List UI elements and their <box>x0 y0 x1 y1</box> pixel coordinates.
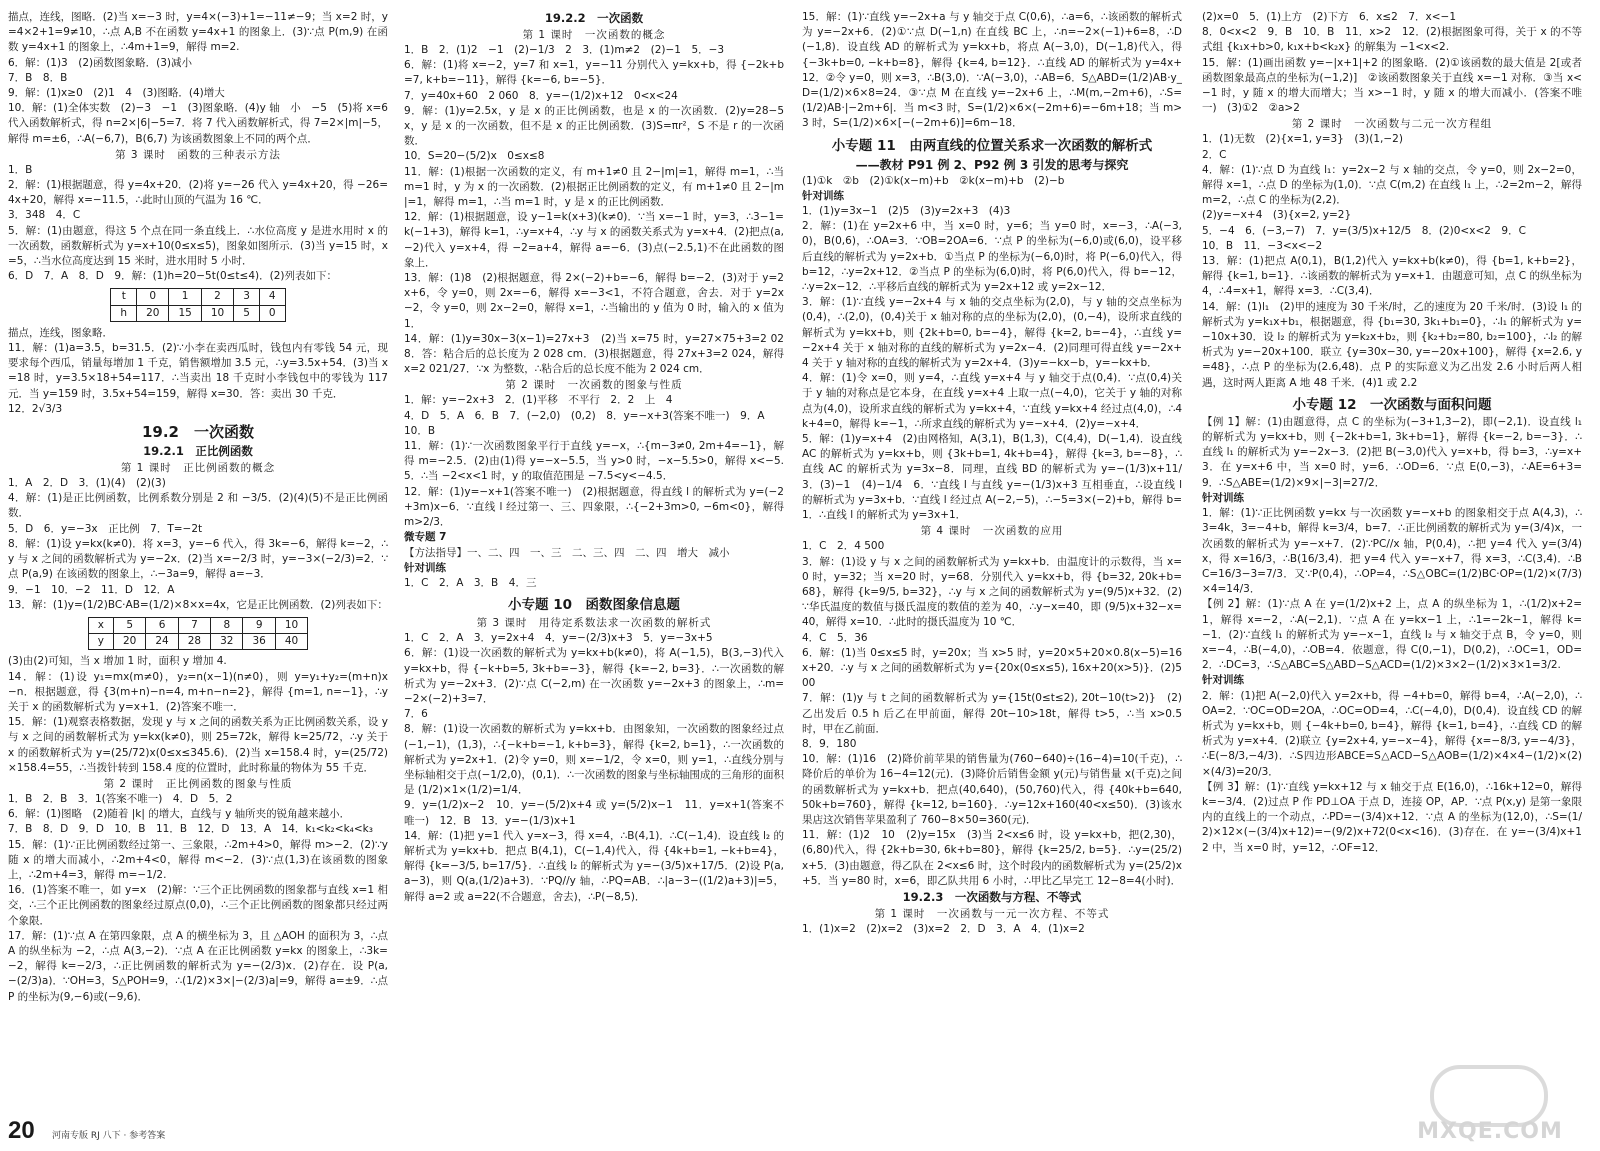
answer-paragraph: 4．D 5．A 6．B 7．(−2,0) (0,2) 8．y=−x+3(答案不唯一) 9．A <box>404 409 765 422</box>
answer-paragraph: 14．解：(1)设 y₁=mx(m≠0)，y₂=n(x−1)(n≠0)，则 y=y₁+y₂=(m+n)x−n．根据题意，得 {3(m+n)−n=4, m+n−n=2}，解得 {m=1, n=−1}，∴y 关于 x 的函数解析式为 y=x+1．(2)答案不唯一． <box>8 670 388 713</box>
column-4 <box>1202 10 1582 1115</box>
watermark-text: MXQE.COM <box>1417 1119 1563 1144</box>
answer-paragraph: 10．B <box>404 424 436 437</box>
answer-paragraph: 【例 2】解：(1)∵点 A 在 y=(1/2)x+2 上，点 A 的纵坐标为 1，∴(1/2)x+2=1，解得 x=−2，∴A(−2,1)．∵点 A 在 y=kx−1 上，∴1=−2k−1，解得 k=−1．(2)∵直线 l₁ 的解析式为 y=−x−1，直线 l₂ 与 x 轴交于点 B，令 y=0，则 x=−4，∴B(−4,0)，∴OB=4．依题意，得 C(0,−1)，D(0,2)，∴OC=1，OD=2．∴DC=3，∴S△ABC=S△ABD−S△ACD=(1/2)×3×2−(1/2)×3×1=3/2. <box>1202 598 1582 672</box>
answer-paragraph: 13．解：(1)y=(1/2)BC·AB=(1/2)×8×x=4x，它是正比例函数．(2)列表如下： <box>8 598 388 611</box>
answer-paragraph: 1．B <box>8 163 33 176</box>
subsection-title: 19.2.2 一次函数 <box>544 11 644 25</box>
answer-paragraph: 13．解：(1)8 (2)根据题意，得 2×(−2)+b=−6，解得 b=−2．(3)对于 y=2x+6，令 y=0，则 2x=−6，解得 x=−3<1，不符合题意，舍去．对于 y=2x−2，令 y=0，则 2x−2=0，解得 x=1，∴当输出的 y 值为 0 时，输入的 x 值为 1． <box>404 272 784 330</box>
lesson-title: 第 2 课时 正比例函数的图象与性质 <box>103 777 293 790</box>
answer-paragraph: 【例 1】解：(1)由题意得，点 C 的坐标为(−3+1,3−2)，即(−2,1)．设直线 l₁ 的解析式为 y=kx+b，则 {−2k+b=1, 3k+b=1}，解得 {k=−2, b=−3}．∴直线 l₁ 的解析式为 y=−2x−3．(2)把 B(−3,0)代入 y=x+b，得 b=3，∴y=x+3．在 y=x+6 中，当 x=0 时，y=6．∴OD=6．∵点 E(0,−3)，∴AE=6+3=9．∴S△ABE=(1/2)×9×|−3|=27/2． <box>1202 415 1582 489</box>
subsection-title: 19.2.3 一次函数与方程、不等式 <box>902 889 1082 904</box>
table-cell: 32 <box>211 634 243 650</box>
watermark-logo <box>1410 1065 1570 1147</box>
answer-paragraph: 10．解：(1)16 (2)降价前苹果的销售量为(760−640)÷(16−4)=10(千克)，∴降价后的单价为 16−4=12(元)．(3)降价后销售金额 y(元)与销售量 x(千克)之间的函数解析式为 y=kx+b．把点(40,640)，(50,760)代入，得 {40k+b=640, 50k+b=760}，解得 {k=12, b=160}．∴y=12x+160(40<x≤50)．(3)该水果店这次销售苹果盈利了 760−8×50=360(元)． <box>802 753 1182 826</box>
answer-paragraph: 6．解：(1)当 0≤x≤5 时，y=20x；当 x>5 时，y=20×5+20×0.8(x−5)=16x+20．∴y 与 x 之间的函数解析式为 y={20x(0≤x≤5), 16x+20(x>5)}．(2)500 <box>802 646 1182 690</box>
answer-paragraph: 11．解：(1)根据一次函数的定义，有 m+1≠0 且 2−|m|=1，解得 m=1，∴当 m=1 时，y 为 x 的一次函数．(2)根据正比例函数的定义，有 m+1≠0 且 2−|m|=1，解得 m=1，∴当 m=1 时，y 是 x 的正比例函数． <box>404 165 784 209</box>
answer-paragraph: 1．C 2．4 500 <box>802 540 885 553</box>
answer-paragraph: 11．解：(1)2 10 (2)y=15x (3)当 2<x≤6 时，设 y=kx+b，把(2,30)，(6,80)代入，得 {2k+b=30, 6k+b=80}，解得 {k=25/2, b=5}．∴y=(25/2)x+5．(3)由题意，得乙队在 2<x≤6 时，这个时段内的函数解析式为 y=(25/2)x+5．当 y=80 时，x=6，即乙队共用 6 小时，∴甲比乙早完工 12−8=4(小时)． <box>802 829 1182 887</box>
answer-paragraph: 14．解：(1)l₁ (2)甲的速度为 30 千米/时，乙的速度为 20 千米/时．(3)设 l₁ 的解析式为 y=k₁x+b₁，根据题意，得 {b₁=30, 3k₁+b₁=0}，∴l₁ 的解析式为 y=−10x+30．设 l₂ 的解析式为 y=k₂x+b₂，则 {k₂+b₂=80, b₂=100}，∴l₂ 的解析式为 y=−20x+100．联立 {y=30x−30, y=−20x+100}，解得 {x=2.6, y=48}，∴点 P 的坐标为(2.6,48)．点 P 的实际意义为乙出发 2.6 小时后两人相遇，这时两人距离 A 地 48 千米．(4)1 或 2.2 <box>1202 300 1582 389</box>
answer-paragraph: 14．解：(1)y=30x−3(x−1)=27x+3 (2)当 x=75 时，y=27×75+3=2 028．答：粘合后的总长度为 2 028 cm．(3)根据题意，得 27x+3=2 024，解得 x=2 021/27．∵x 为整数，∴粘合后的总长度不能为 2 024 cm． <box>404 332 784 376</box>
answer-paragraph: 7．B 8．B <box>8 71 68 84</box>
table-cell: 2 <box>201 289 233 305</box>
answer-paragraph: 10．解：(1)全体实数 (2)−3 −1 (3)图象略．(4)y 轴 小 −5 (5)将 x=6 代入函数解析式，得 n=2×|6|−5=7．将 7 代入函数解析式，得 7=2×|m|−5，解得 m=±6，∴A(−6,7)，B(6,7) 为该函数图象上不同的两个点． <box>8 102 388 145</box>
answer-paragraph: (2)y=−x+4 (3){x=2, y=2} <box>1202 209 1352 222</box>
lesson-title: 第 3 课时 用待定系数法求一次函数的解析式 <box>476 617 712 630</box>
answer-paragraph: 5．解：(1)由题意，得这 5 个点在同一条直线上．∴水位高度 y 是进水用时 x 的一次函数，函数解析式为 y=x+10(0≤x≤5)，图象如图所示．(3)当 y=15 时，x=5，∴当水位高度达到 15 米时，进水用时 5 小时． <box>8 224 388 268</box>
lesson-title: 第 4 课时 一次函数的应用 <box>920 525 1064 538</box>
answer-paragraph: 2．解：(1)根据题意，得 y=4x+20．(2)将 y=−26 代入 y=4x+20，得 −26=4x+20，解得 x=−11.5，∴此时山顶的气温为 16 ℃． <box>8 179 388 207</box>
table-row <box>111 305 285 321</box>
lesson-title: 第 1 课时 一次函数的概念 <box>522 29 666 41</box>
table-cell: 36 <box>243 634 275 650</box>
table-cell: 10 <box>275 617 307 633</box>
answer-paragraph: (2)x=0 5．(1)上方 (2)下方 6．x≤2 7．x<−1 <box>1202 11 1457 23</box>
column-1 <box>8 10 388 1115</box>
answer-paragraph: 1．(1)无数 (2){x=1, y=3} (3)(1,−2) <box>1202 133 1403 146</box>
answer-paragraph: 5．D 6．y=−3x 正比例 7．T=−2t <box>8 522 203 535</box>
value-table-x-y <box>88 617 308 650</box>
table-cell: 40 <box>275 634 307 650</box>
answer-paragraph: 【例 3】解：(1)∵直线 y=kx+12 与 x 轴交于点 E(16,0)，∴16k+12=0，解得 k=−3/4．(2)过点 P 作 PD⊥OA 于点 D，连接 OP，AP．∵点 P(x,y) 是第一象限内的直线上的一个动点，∴PD=−(3/4)x+12．∵点 A 的坐标为(12,0)，∴S=(1/2)×12×(−(3/4)x+12)=−(9/2)x+72(0<x<16)．(3)存在．在 y=−(3/4)x+12 中，当 x=0 时，y=12，∴OF=12． <box>1202 780 1582 854</box>
answer-paragraph: 8．9．180 <box>802 737 857 750</box>
lesson-title: 第 2 课时 一次函数的图象与性质 <box>505 379 683 392</box>
practice-label: 针对训练 <box>404 561 446 574</box>
value-table-t-h <box>110 288 285 321</box>
table-row <box>88 617 307 633</box>
table-cell: x <box>88 617 113 633</box>
table-cell: 8 <box>211 617 243 633</box>
table-cell: y <box>88 634 113 650</box>
topic-title: 小专题 11 由两直线的位置关系求一次函数的解析式 <box>831 137 1153 154</box>
answer-paragraph: 1．C 2．A 3．y=2x+4 4．y=−(2/3)x+3 5．y=−3x+5 <box>404 632 713 645</box>
table-cell: 28 <box>178 634 210 650</box>
answer-paragraph: 9．解：(1)y=2.5x，y 是 x 的正比例函数，也是 x 的一次函数．(2)y=28−5x，y 是 x 的一次函数，但不是 x 的正比例函数．(3)S=πr²，S 不是 r 的一次函数． <box>404 104 784 148</box>
answer-paragraph: 11．解：(1)∵一次函数图象平行于直线 y=−x，∴{m−3≠0, 2m+4=−1}，解得 m=−2.5．(2)由(1)得 y=−x−5.5，当 y>0 时，−x−5.5>0，解得 x<−5.5．∴当 −2<x<1 时，y 的取值范围是 −7.5<y<−4.5． <box>404 440 784 483</box>
watermark-circle-icon <box>1430 1065 1548 1127</box>
answer-paragraph: 15．解：(1)观察表格数据，发现 y 与 x 之间的函数关系为正比例函数关系，设 y 与 x 之间的函数解析式为 y=kx(k≠0)，则 25=72k，解得 k=25/72，∴y 关于 x 的函数解析式为 y=(25/72)x(0≤x≤345.6)．(2)当 x=158.4 时，y=(25/72)×158.4=55，∴当拨针转到 158.4 度的位置时，此时称量的物体为 55 千克． <box>8 716 388 774</box>
answer-paragraph: 17．解：(1)∵点 A 在第四象限，点 A 的横坐标为 3，且 △AOH 的面积为 3，∴点 A 的纵坐标为 −2，∴点 A(3,−2)．∵点 A 在正比例函数 y=kx 的图象上，∴3k=−2，解得 k=−2/3，∴正比例函数的解析式为 y=−(2/3)x．(2)存在．设 P(a,−(2/3)a)．∵OH=3，S△POH=9，∴(1/2)×3×|−(2/3)a|=9，解得 a=±9．∴点 P 的坐标为(9,−6)或(−9,6)． <box>8 929 388 1003</box>
answer-paragraph: 10．S=20−(5/2)x 0≤x≤8 <box>404 150 545 163</box>
answer-paragraph: 8．解：(1)设 y=kx(k≠0)．将 x=3，y=−6 代入，得 3k=−6，解得 k=−2，∴y 与 x 之间的函数解析式为 y=−2x．(2)当 x=−2/3 时，y=−3×(−2/3)=2．∵点 P(a,9) 在该函数的图象上，∴−3a=9，解得 a=−3． <box>8 537 388 581</box>
answer-paragraph: 1．(1)x=2 (2)x=2 (3)x=2 2．D 3．A 4．(1)x=2 <box>802 922 1085 935</box>
answer-paragraph: 11．解：(1)a=3.5，b=31.5．(2)∵小李在卖西瓜时，钱包内有零钱 54 元，现要求每个西瓜，销量每增加 1 千克，销售额增加 3.5 元，∴y=3.5x+54．(3)当 x=18 时，y=3.5×18+54=117．∴当卖出 18 千克时小李钱包中的零钱为 117 元．当 y=159 时，3.5x+54=159，解得 x=30．答：卖出 30 千克． <box>8 342 388 400</box>
table-cell: 5 <box>113 617 145 633</box>
answer-paragraph: 1．B 2．B 3．1(答案不唯一) 4．D 5．2 <box>8 792 233 805</box>
answer-paragraph: 8．解：(1)设一次函数的解析式为 y=kx+b．由图象知，一次函数的图象经过点(−1,−1)，(1,3)，∴{−k+b=−1, k+b=3}，解得 {k=2, b=1}，∴一次函数的解析式为 y=2x+1．(2)令 y=0，则 x=−1/2，令 x=0，则 y=1，∴直线分别与坐标轴相交于点(−1/2,0)，(0,1)．∴一次函数的图象与坐标轴围成的三角形的面积是 (1/2)×1×(1/2)=1/4． <box>404 723 784 797</box>
lesson-title: 第 2 课时 一次函数与二元一次方程组 <box>1291 118 1493 131</box>
table-row <box>88 634 307 650</box>
answer-paragraph: 7．解：(1)y 与 t 之间的函数解析式为 y={15t(0≤t≤2), 20t−10(t>2)} (2)乙出发后 0.5 h 后乙在甲前面，解得 20t−10>18t，解得 t>5，∴当 x>0.5 时，甲在乙前面． <box>802 692 1182 735</box>
answer-paragraph: 1．解：(1)∵正比例函数 y=kx 与一次函数 y=−x+b 的图象相交于点 A(4,3)，∴3=4k，3=−4+b，解得 k=3/4，b=7．∴正比例函数的解析式为 y=(3/4)x，一次函数的解析式为 y=−x+7．(2)∵PC//x 轴，P(0,4)，∴把 y=4 代入 y=(3/4)x，得 x=16/3，∴B(16/3,4)．把 y=4 代入 y=−x+7，得 x=3，∴C(3,4)．∴BC=16/3−3=7/3．又∵P(0,4)，∴OP=4，∴S△OBC=(1/2)BC·OP=(1/2)×(7/3)×4=14/3． <box>1202 507 1582 596</box>
table-cell: 20 <box>113 634 145 650</box>
answer-paragraph: 7．6 <box>404 708 428 721</box>
answer-paragraph: 12．解：(1)y=−x+1(答案不唯一) (2)根据题意，得直线 l 的解析式为 y=(−2+3m)x−6．∵直线 l 经过第一、三、四象限，∴{−2+3m>0, −6m<0}，解得 m>2/3． <box>404 485 784 529</box>
lesson-title: 第 1 课时 一次函数与一元一次方程、不等式 <box>874 907 1110 920</box>
answer-paragraph: 2．解：(1)把 A(−2,0)代入 y=2x+b，得 −4+b=0，解得 b=4，∴A(−2,0)，∴OA=2．∵OC=OD=2OA，∴OC=OD=4，∴C(−4,0)，D(0,4)．设直线 CD 的解析式为 y=kx+b，则 {−4k+b=0, b=4}，解得 {k=1, b=4}，∴直线 CD 的解析式为 y=x+4．(2)联立 {y=2x+4, y=−x−4}，解得 {x=−8/3, y=−4/3}，∴E(−8/3,−4/3)．∴S四边形ABCE=S△ACD−S△AOB=(1/2)×4×4−(1/2)×(2)×(4/3)=20/3． <box>1202 689 1582 778</box>
section-title: 19.2 一次函数 <box>141 423 254 442</box>
subsection-title: 19.2.1 正比例函数 <box>143 444 253 459</box>
column-2 <box>404 10 784 1115</box>
topic-title: 小专题 10 函数图象信息题 <box>508 597 680 614</box>
table-cell: 9 <box>243 617 275 633</box>
table-cell: t <box>111 289 137 305</box>
answer-paragraph: 2．C <box>1202 148 1227 161</box>
lesson-title: 第 3 课时 函数的三种表示方法 <box>115 148 281 161</box>
table-cell: 15 <box>169 305 201 321</box>
answer-paragraph: 3．解：(1)设 y 与 x 之间的函数解析式为 y=kx+b．由温度计的示数得，当 x=0 时，y=32；当 x=20 时，y=68．分别代入 y=kx+b，得 {b=32, 20k+b=68}，解得 {k=9/5, b=32}，∴y 与 x 之间的函数解析式为 y=(9/5)x+32．(2)∵华氏温度的数值与摄氏温度的数值的差为 40，∴y−x=40，即 (9/5)x+32−x=40，解得 x=10．∴此时的摄氏温度为 10 ℃． <box>802 555 1182 629</box>
answer-paragraph: 9．y=(1/2)x−2 10．y=−(5/2)x+4 或 y=(5/2)x−1 11．y=x+1(答案不唯一) 12．B 13．y=−(1/3)x+1 <box>404 799 784 827</box>
answer-paragraph: (1)①k ②b (2)①k(x−m)+b ②k(x−m)+b (2)−b <box>802 174 1065 187</box>
table-cell: 10 <box>201 305 233 321</box>
answer-paragraph: 1．解：y=−2x+3 2．(1)平移 不平行 2．2 上 4 <box>404 394 673 407</box>
answer-paragraph: 6．解：(1)图略 (2)随着 |k| 的增大，直线与 y 轴所夹的锐角越来越小． <box>8 808 351 821</box>
answer-paragraph: 【方法指导】一、二、四 一、三 二、三、四 二、四 增大 减小 <box>404 546 730 559</box>
practice-label: 针对训练 <box>1202 674 1244 687</box>
answer-paragraph: 16．(1)答案不唯一，如 y=x (2)解：∵三个正比例函数的图象都与直线 x=1 相交，∴三个正比例函数的图象经过原点(0,0)，∴三个正比例函数的图象都只经过两个象限． <box>8 884 388 927</box>
answer-paragraph: 4．解：(1)是正比例函数，比例系数分别是 2 和 −3/5．(2)(4)(5)不是正比例函数． <box>8 492 388 520</box>
answer-paragraph: 2．解：(1)在 y=2x+6 中，当 x=0 时，y=6；当 y=0 时，x=−3，∴A(−3,0)，B(0,6)，∴OA=3．∵OB=2OA=6．∵点 P 的坐标为(−6,0)或(6,0)，设平移后直线的解析式为 y=2x+b．①当点 P 的坐标为(−6,0)时，将 P(−6,0)代入，得 b=12，∴y=2x+12．②当点 P 的坐标为(6,0)时，将 P(6,0)代入，得 b=−12，∴y=2x−12．∴平移后直线的解析式为 y=2x+12 或 y=2x−12． <box>802 220 1182 294</box>
answer-paragraph: 15．解：(1)∵正比例函数经过第一、三象限，∴2m+4>0，解得 m>−2．(2)∵y 随 x 的增大而减小，∴2m+4<0，解得 m<−2．(3)∵点(1,3)在该函数的图象上，∴2m+4=3，解得 m=−1/2. <box>8 838 388 881</box>
table-cell: 6 <box>146 617 178 633</box>
answer-paragraph: 5．−4 6．(−3,−7) 7．y=(3/5)x+12/5 8．(2)0<x<2 9．C <box>1202 224 1526 237</box>
answer-paragraph: 4．C 5．36 <box>802 631 868 644</box>
micro-topic-label: 微专题 7 <box>404 531 447 544</box>
answer-paragraph: 1．(1)y=3x−1 (2)5 (3)y=2x+3 (4)3 <box>802 205 1011 218</box>
table-cell: 0 <box>259 305 285 321</box>
footer-note: 河南专版 RJ 八下 · 参考答案 <box>52 1131 166 1141</box>
topic-subtitle: ——教材 P91 例 2、P92 例 3 引发的思考与探究 <box>855 157 1129 172</box>
table-cell: 20 <box>137 305 169 321</box>
answer-paragraph: 1．A 2．D 3．(1)(4) (2)(3) <box>8 477 166 490</box>
answer-paragraph: 4．解：(1)令 x=0，则 y=4，∴直线 y=x+4 与 y 轴交于点(0,4)．∵点(0,4)关于 y 轴的对称点是它本身，在直线 y=x+4 上取一点(−4,0)，它关于 y 轴的对称点为(4,0)，设所求直线的解析式为 y=kx+4，∵直线 y=kx+4 经过点(4,0)，∴4k+4=0，解得 k=−1，∴所求直线的解析式为 y=−x+4．(2)y=−x+4． <box>802 372 1182 430</box>
answer-paragraph: 5．解：(1)y=x+4 (2)由网格知，A(3,1)，B(1,3)，C(4,4)，D(−1,4)．设直线 AC 的解析式为 y=kx+b，则 {3k+b=1, 4k+b=4}，解得 {k=3, b=−8}，∴直线 AC 的解析式为 y=3x−8．同理，直线 BD 的解析式为 y=−(1/3)x+11/3．(3)−1 (4)−1/4 6．∵直线 l 与直线 y=−(1/3)x+3 互相垂直，∴设直线 l 的解析式为 y=3x+b．∵直线 l 经过点 A(−2,−5)，∴−5=3×(−2)+b，解得 b=1．∴直线 l 的解析式为 y=3x+1． <box>802 433 1182 522</box>
practice-label: 针对训练 <box>1202 491 1244 504</box>
answer-paragraph: 13．解：(1)把点 A(0,1)，B(1,2)代入 y=kx+b(k≠0)，得 {b=1, k+b=2}，解得 {k=1, b=1}．∴该函数的解析式为 y=x+1．由题意可知，点 C 的纵坐标为 4，∴4=x+1，解得 x=3．∴C(3,4)． <box>1202 255 1582 298</box>
table-cell: 7 <box>178 617 210 633</box>
answer-paragraph: 4．解：(1)∵点 D 为直线 l₁：y=2x−2 与 x 轴的交点，令 y=0，则 2x−2=0，解得 x=1，∴点 D 的坐标为(1,0)．∵点 C(m,2) 在直线 l₁ 上，∴2=2m−2，解得 m=2，∴点 C 的坐标为(2,2)． <box>1202 163 1582 207</box>
answer-paragraph: 6．解：(1)设一次函数的解析式为 y=kx+b(k≠0)，将 A(−1,5)，B(3,−3)代入 y=kx+b，得 {−k+b=5, 3k+b=−3}，解得 {k=−2, b=3}．∴一次函数的解析式为 y=−2x+3．(2)∵点 C(−2,m) 在一次函数 y=−2x+3 的图象上，∴m=−2×(−2)+3=7． <box>404 647 784 705</box>
answer-paragraph: 3．解：(1)∵直线 y=−2x+4 与 x 轴的交点坐标为(2,0)，与 y 轴的交点坐标为(0,4)，∴(2,0)，(0,4)关于 x 轴对称的点的坐标为(2,0)，(0,−4)，设所求直线的解析式为 y=kx+b，则 {2k+b=0, b=−4}，解得 {k=2, b=−4}，∴直线 y=−2x+4 关于 x 轴对称的直线的解析式为 y=2x−4．(2)同理可得直线 y=−2x+4 关于 y 轴对称的直线的解析式为 y=2x+4．(3)y=−kx−b，y=−kx+b． <box>802 296 1182 370</box>
answer-paragraph: 14．解：(1)把 y=1 代入 y=x−3，得 x=4，∴B(4,1)．∴C(−1,4)．设直线 l₂ 的解析式为 y=kx+b．把点 B(4,1)，C(−1,4)代入，得 {4k+b=1, −k+b=4}，解得 {k=−3/5, b=17/5}．∴直线 l₂ 的解析式为 y=−(3/5)x+17/5．(2)设 P(a,a−3)，则 Q(a,(1/2)a+3)．∵PQ//y 轴，∴PQ=AB．∴|a−3−((1/2)a+3)|=5，解得 a=2 或 a=22(不合题意，舍去)，∴P(−8,5)． <box>404 829 784 903</box>
answer-paragraph: 9．−1 10．−2 11．D 12．A <box>8 583 175 596</box>
answer-paragraph: 3．348 4．C <box>8 209 81 222</box>
answer-paragraph: 9．解：(1)x≥0 (2)1 4 (3)图略．(4)增大 <box>8 87 225 100</box>
topic-title: 小专题 12 一次函数与面积问题 <box>1292 396 1492 413</box>
answer-paragraph: 描点，连线，图略．(2)当 x=−3 时，y=4×(−3)+1=−11≠−9；当 x=2 时，y=4×2+1=9≠10，∴点 A,B 不在函数 y=4x+1 的图象上．(3)∵点 P(m,9) 在函数 y=4x+1 的图象上，∴4m+1=9，解得 m=2. <box>8 11 388 54</box>
answer-paragraph: 10．B 11．−3<x<−2 <box>1202 239 1323 252</box>
practice-label: 针对训练 <box>802 189 844 202</box>
table-cell: 4 <box>259 289 285 305</box>
answer-paragraph: 1．C 2．A 3．B 4．三 <box>404 576 537 589</box>
answer-paragraph: 7．B 8．D 9．D 10．B 11．B 12．D 13．A 14．k₁<k₂<k₄<k₃ <box>8 823 373 836</box>
column-3 <box>802 10 1182 1115</box>
page-number: 20 <box>8 1117 35 1144</box>
answer-paragraph: 15．解：(1)画出函数 y=−|x+1|+2 的图象略．(2)①该函数的最大值是 2[或者函数图象最高点的坐标为(−1,2)] ②该函数图象关于直线 x=−1 对称．③当 x<−1 时，y 随 x 的增大而增大；当 x>−1 时，y 随 x 的增大而减小．(答案不唯一) (3)①2 ②a>2 <box>1202 56 1582 115</box>
answer-paragraph: 12．解：(1)根据题意，设 y−1=k(x+3)(k≠0)．∵当 x=−1 时，y=3，∴3−1=k(−1+3)，解得 k=1，∴y=x+4，∴y 与 x 的函数关系式为 y=x+4．(2)把点(a,−2)代入 y=x+4，得 −2=a+4，解得 a=−6．(3)点(−2.5,1)不在此函数的图象上． <box>404 211 784 269</box>
answer-paragraph: 8．0<x<2 9．B 10．B 11．x>2 12．(2)根据图象可得，关于 x 的不等式组 {k₁x+b>0, k₁x+b<k₂x} 的解集为 −1<x<2. <box>1202 26 1582 54</box>
answer-paragraph: 7．y=40x+60 2 060 8．y=−(1/2)x+12 0<x<24 <box>404 89 678 102</box>
table-cell: 3 <box>234 289 260 305</box>
answer-paragraph: 1．B 2．(1)2 −1 (2)−1/3 2 3．(1)m≠2 (2)−1 5．−3 <box>404 44 725 56</box>
answer-paragraph: 描点，连线，图象略． <box>8 326 113 339</box>
table-cell: 24 <box>146 634 178 650</box>
table-cell: 0 <box>137 289 169 305</box>
table-cell: h <box>111 305 137 321</box>
table-row <box>111 289 285 305</box>
answer-paragraph: (3)由(2)可知，当 x 增加 1 时，面积 y 增加 4. <box>8 655 227 668</box>
lesson-title: 第 1 课时 正比例函数的概念 <box>120 462 276 475</box>
answer-paragraph: 6．D 7．A 8．D 9．解：(1)h=20−5t(0≤t≤4)．(2)列表如下： <box>8 270 337 283</box>
answer-paragraph: 15．解：(1)∵直线 y=−2x+a 与 y 轴交于点 C(0,6)，∴a=6，∴该函数的解析式为 y=−2x+6．(2)①∵点 D(−1,n) 在直线 BC 上，∴n=−2×(−1)+6=8，∴D(−1,8)．设直线 AD 的解析式为 y=kx+b，将点 A(−3,0)，D(−1,8)代入，得 {−3k+b=0, −k+b=8}，解得 {k=4, b=12}．∴直线 AD 的解析式为 y=4x+12．②令 y=0，则 x=3，∴B(3,0)．∵A(−3,0)，∴AB=6．S△ABD=(1/2)AB·y_D=(1/2)×6×8=24．③∵点 M 在直线 y=−2x+6 上，∴M(m,−2m+6)，∴S=(1/2)AB·|−2m+6|．当 m<3 时，S=(1/2)×6×(−2m+6)=−6m+18；当 m>3 时，S=(1/2)×6×[−(−2m+6)]=6m−18． <box>802 11 1182 130</box>
answer-paragraph: 12．2√3/3 <box>8 402 63 415</box>
answer-paragraph: 6．解：(1)3 (2)函数图象略．(3)减小 <box>8 56 192 69</box>
table-cell: 1 <box>169 289 201 305</box>
answer-paragraph: 6．解：(1)将 x=−2，y=7 和 x=1，y=−11 分别代入 y=kx+b，得 {−2k+b=7, k+b=−11}，解得 {k=−6, b=−5}． <box>404 59 784 87</box>
table-cell: 5 <box>234 305 260 321</box>
